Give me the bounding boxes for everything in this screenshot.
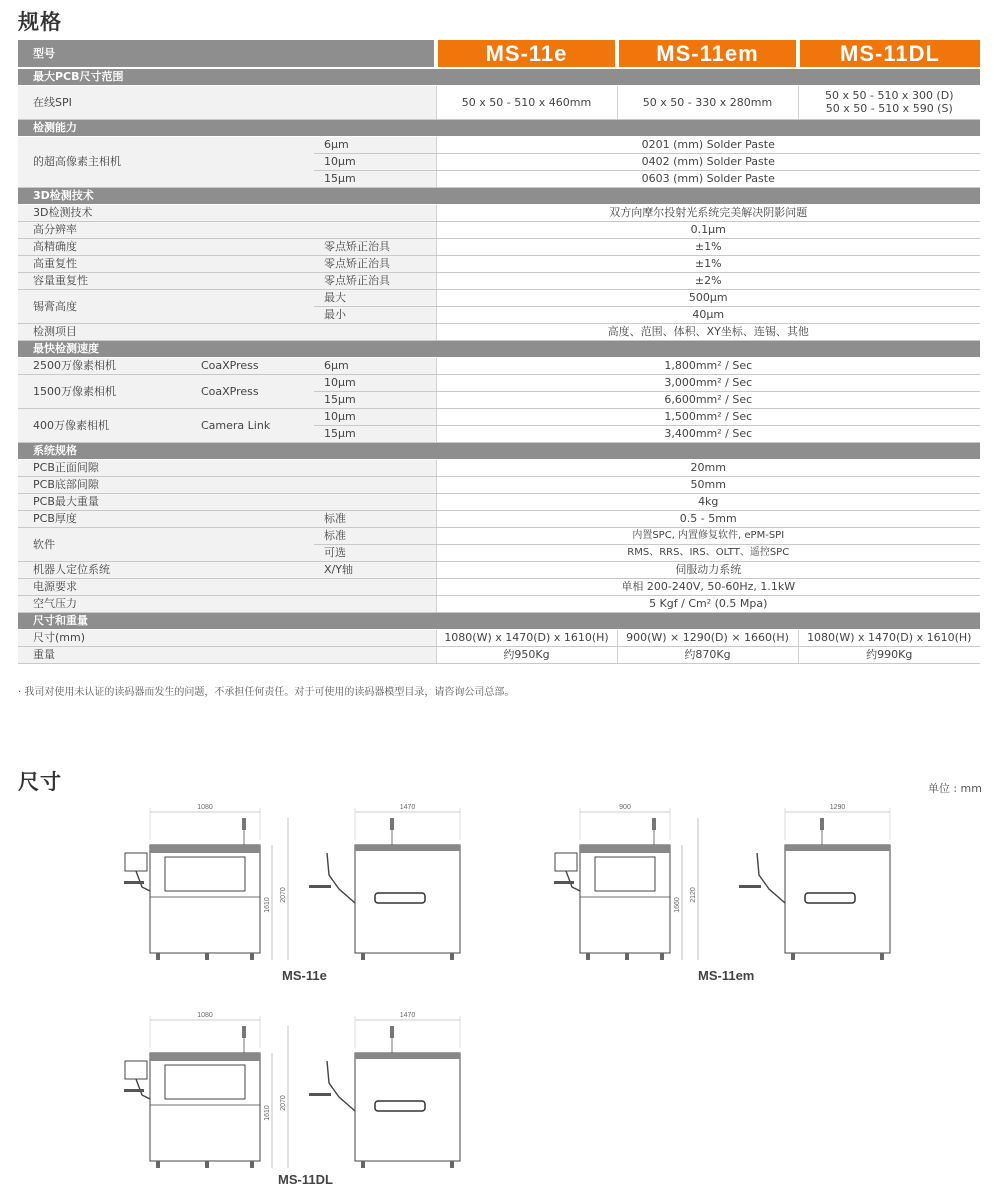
label-software: 软件 [18, 528, 314, 562]
res-cam4-1: 10µm [314, 409, 436, 426]
value-software-2: RMS、RRS、IRS、OLTT、遥控SPC [436, 545, 980, 562]
value-dimension-1: 1080(W) x 1470(D) x 1610(H) [436, 630, 617, 647]
section-speed: 最快检测速度 [18, 341, 980, 358]
label-items: 检测项目 [18, 324, 436, 341]
value-air: 5 Kgf / Cm² (0.5 Mpa) [436, 596, 980, 613]
row-inline-spi [18, 86, 980, 120]
sub-software-2: 可选 [314, 545, 436, 562]
section-pcb: 最大PCB尺寸范围 [18, 68, 980, 86]
value-power: 单相 200-240V, 50-60Hz, 1.1kW [436, 579, 980, 596]
value-height-max: 500µm [436, 290, 980, 307]
label-repeat: 高重复性 [18, 256, 314, 273]
label-thickness: PCB厚度 [18, 511, 314, 528]
value-tech3d: 双方向摩尔投射光系统完美解决阴影问题 [436, 205, 980, 222]
camera-res-1: 6µm [314, 137, 436, 154]
value-inline-spi-1: 50 x 50 - 510 x 460mm [436, 86, 617, 120]
label-height: 锡膏高度 [18, 290, 314, 324]
drawing-model-label: MS-11DL [278, 1172, 333, 1187]
value-volume: ±2% [436, 273, 980, 290]
value-software-1: 内置SPC, 内置修复软件, ePM-SPI [436, 528, 980, 545]
sub-height-min: 最小 [314, 307, 436, 324]
sub-robot: X/Y轴 [314, 562, 436, 579]
model-ms-11em: MS-11em [617, 40, 798, 68]
value-resolution: 0.1µm [436, 222, 980, 239]
side-depth-label: 1290 [829, 804, 846, 811]
value-dimension-3: 1080(W) x 1470(D) x 1610(H) [798, 630, 980, 647]
value-top-clear: 20mm [436, 460, 980, 477]
label-cam4: 400万像素相机 [18, 409, 186, 443]
height-label-1: 1660 [674, 897, 681, 913]
spec-heading: 规格 [18, 10, 62, 34]
model-header-label: 型号 [18, 40, 436, 68]
height-label-2: 2070 [280, 887, 287, 903]
res-cam25: 6µm [314, 358, 436, 375]
height-label-2: 2120 [690, 887, 697, 903]
sub-thickness: 标准 [314, 511, 436, 528]
sub-volume: 零点矫正治具 [314, 273, 436, 290]
label-tech3d: 3D检测技术 [18, 205, 436, 222]
camera-value-3: 0603 (mm) Solder Paste [436, 171, 980, 188]
front-width-label: 1080 [197, 804, 213, 811]
value-cam15-1: 3,000mm² / Sec [436, 375, 980, 392]
value-items: 高度、范围、体积、XY坐标、连锡、其他 [436, 324, 980, 341]
label-volume: 容量重复性 [18, 273, 314, 290]
label-dimension: 尺寸(mm) [18, 630, 436, 647]
side-view-drawing [305, 800, 475, 969]
label-robot: 机器人定位系统 [18, 562, 314, 579]
sub-software-1: 标准 [314, 528, 436, 545]
model-ms-11e: MS-11e [436, 40, 617, 68]
camera-res-2: 10µm [314, 154, 436, 171]
front-width-label: 1080 [197, 1012, 213, 1019]
side-depth-label: 1470 [399, 1012, 416, 1019]
value-weight-3: 约990Kg [798, 647, 980, 664]
label-air: 空气压力 [18, 596, 436, 613]
label-camera: 的超高像素主相机 [18, 137, 314, 188]
value-max-weight: 4kg [436, 494, 980, 511]
label-top-clear: PCB正面间隙 [18, 460, 436, 477]
label-max-weight: PCB最大重量 [18, 494, 436, 511]
height-label-1: 1610 [264, 1105, 271, 1121]
label-inline-spi: 在线SPI [18, 86, 436, 120]
drawing-model-label: MS-11e [282, 968, 327, 983]
camera-res-3: 15µm [314, 171, 436, 188]
iface-cam25: CoaXPress [186, 358, 314, 375]
value-cam4-1: 1,500mm² / Sec [436, 409, 980, 426]
side-view-drawing [735, 800, 905, 969]
camera-value-2: 0402 (mm) Solder Paste [436, 154, 980, 171]
section-system: 系统规格 [18, 443, 980, 460]
front-width-label: 900 [619, 804, 631, 811]
value-accuracy: ±1% [436, 239, 980, 256]
height-label-2: 2070 [280, 1095, 287, 1111]
value-robot: 伺服动力系统 [436, 562, 980, 579]
iface-cam15: CoaXPress [186, 375, 314, 409]
value-bottom-clear: 50mm [436, 477, 980, 494]
sub-accuracy: 零点矫正治具 [314, 239, 436, 256]
height-label-1: 1610 [264, 897, 271, 913]
label-bottom-clear: PCB底部间隙 [18, 477, 436, 494]
section-tech: 3D检测技术 [18, 188, 980, 205]
label-power: 电源要求 [18, 579, 436, 596]
spec-table [18, 40, 980, 664]
value-cam25: 1,800mm² / Sec [436, 358, 980, 375]
res-cam15-1: 10µm [314, 375, 436, 392]
dims-heading: 尺寸 [18, 770, 62, 794]
label-cam25: 2500万像素相机 [18, 358, 186, 375]
model-header-row [18, 40, 980, 68]
value-cam4-2: 3,400mm² / Sec [436, 426, 980, 443]
side-depth-label: 1470 [399, 804, 416, 811]
iface-cam4: Camera Link [186, 409, 314, 443]
value-inline-spi-3b: 50 x 50 - 510 x 590 (S) [825, 101, 953, 115]
value-weight-2: 约870Kg [617, 647, 798, 664]
value-height-min: 40µm [436, 307, 980, 324]
section-inspection: 检测能力 [18, 120, 980, 137]
section-size: 尺寸和重量 [18, 613, 980, 630]
label-weight: 重量 [18, 647, 436, 664]
value-dimension-2: 900(W) × 1290(D) × 1660(H) [617, 630, 798, 647]
side-view-drawing [305, 1008, 475, 1177]
value-inline-spi-3a: 50 x 50 - 510 x 300 (D) [824, 88, 954, 102]
res-cam15-2: 15µm [314, 392, 436, 409]
value-cam15-2: 6,600mm² / Sec [436, 392, 980, 409]
footnote: · 我司对使用未认证的读码器而发生的问题，不承担任何责任。对于可使用的读码器模型目录，请咨询公司总部。 [18, 687, 515, 698]
value-thickness: 0.5 - 5mm [436, 511, 980, 528]
label-accuracy: 高精确度 [18, 239, 314, 256]
front-view-drawing [120, 1008, 287, 1177]
value-repeat: ±1% [436, 256, 980, 273]
res-cam4-2: 15µm [314, 426, 436, 443]
value-weight-1: 约950Kg [436, 647, 617, 664]
sub-repeat: 零点矫正治具 [314, 256, 436, 273]
camera-value-1: 0201 (mm) Solder Paste [436, 137, 980, 154]
value-inline-spi-2: 50 x 50 - 330 x 280mm [617, 86, 798, 120]
label-resolution: 高分辨率 [18, 222, 436, 239]
drawing-model-label: MS-11em [698, 968, 755, 983]
sub-height-max: 最大 [314, 290, 436, 307]
label-cam15: 1500万像素相机 [18, 375, 186, 409]
unit-label: 单位 : mm [927, 782, 982, 795]
model-ms-11dl: MS-11DL [798, 40, 980, 68]
front-view-drawing [120, 800, 287, 969]
front-view-drawing [550, 800, 710, 969]
